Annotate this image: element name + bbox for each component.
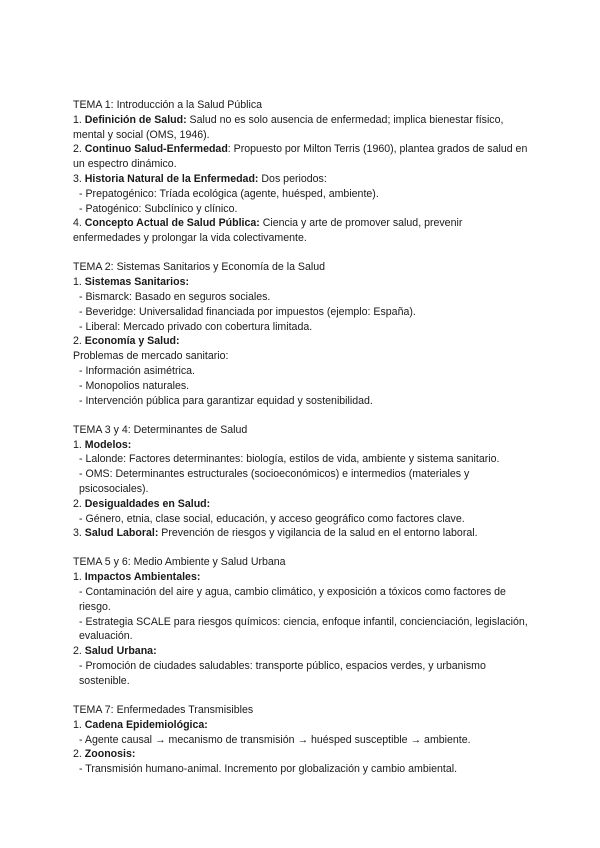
- section-title: TEMA 2: Sistemas Sanitarios y Economía de la Salud: [73, 261, 326, 274]
- section-title: TEMA 5 y 6: Medio Ambiente y Salud Urbana: [73, 556, 286, 569]
- sub-item: - Estrategia SCALE para riesgos químicos: ciencia, enfoque infantil, concienciación, legislación, evaluación.: [79, 615, 528, 643]
- list-item: 2. Desigualdades en Salud:: [73, 497, 211, 510]
- sub-item: - Lalonde: Factores determinantes: biología, estilos de vida, ambiente y sistema sanitario.: [79, 453, 500, 466]
- list-item: 1. Sistemas Sanitarios:: [73, 276, 189, 289]
- sub-item: - Información asimétrica.: [79, 364, 195, 377]
- list-item: 3. Historia Natural de la Enfermedad: Dos periodos:: [73, 172, 327, 185]
- sub-item: - Prepatogénico: Tríada ecológica (agente, huésped, ambiente).: [79, 187, 379, 200]
- sub-item: - Liberal: Mercado privado con cobertura limitada.: [79, 320, 313, 333]
- list-item: 2. Continuo Salud-Enfermedad: Propuesto por Milton Terris (1960), plantea grados de salud en un espectro dinámico.: [73, 143, 528, 171]
- sub-item: - Monopolios naturales.: [79, 379, 190, 392]
- section-title: TEMA 1: Introducción a la Salud Pública: [73, 99, 263, 111]
- section-tema-7: [73, 703, 533, 777]
- sub-item: - Patogénico: Subclínico y clínico.: [79, 202, 238, 215]
- list-item: 1. Impactos Ambientales:: [73, 571, 201, 584]
- list-item: 4. Concepto Actual de Salud Pública: Ciencia y arte de promover salud, prevenir enfermedades y prolongar la vida colectivamente.: [73, 217, 463, 245]
- sub-item: - Transmisión humano-animal. Incremento por globalización y cambio ambiental.: [79, 763, 458, 776]
- section-title: TEMA 7: Enfermedades Transmisibles: [73, 704, 254, 717]
- list-item: 1. Cadena Epidemiológica:: [73, 718, 208, 731]
- list-item: 1. Definición de Salud: Salud no es solo ausencia de enfermedad; implica bienestar físico, mental y social (OMS, 1946).: [73, 113, 504, 141]
- list-item: 2. Zoonosis:: [73, 748, 136, 761]
- sub-item: - Promoción de ciudades saludables: transporte público, espacios verdes, y urbanismo sostenible.: [79, 660, 486, 687]
- sub-item: - Agente causal → mecanismo de transmisión → huésped susceptible → ambiente.: [79, 733, 471, 746]
- plain-line: Problemas de mercado sanitario:: [73, 350, 229, 363]
- sub-item: - OMS: Determinantes estructurales (socioeconómicos) e intermedios (materiales y psicosociales).: [79, 468, 470, 495]
- section-tema-5-6: [73, 555, 533, 688]
- list-item: 2. Salud Urbana:: [73, 645, 157, 658]
- section-title: TEMA 3 y 4: Determinantes de Salud: [73, 423, 248, 436]
- sub-item: - Intervención pública para garantizar equidad y sostenibilidad.: [79, 394, 373, 407]
- list-item: 2. Economía y Salud:: [73, 335, 180, 348]
- sub-item: - Género, etnia, clase social, educación, y acceso geográfico como factores clave.: [79, 512, 465, 525]
- section-tema-3-4: [73, 423, 533, 541]
- section-tema-1: [73, 98, 533, 246]
- sub-item: - Bismarck: Basado en seguros sociales.: [79, 290, 271, 303]
- section-tema-2: [73, 260, 533, 408]
- sub-item: - Contaminación del aire y agua, cambio climático, y exposición a tóxicos como factores de riesgo.: [79, 586, 506, 613]
- sub-item: - Beveridge: Universalidad financiada por impuestos (ejemplo: España).: [79, 305, 416, 318]
- document-page: [73, 98, 533, 777]
- list-item: 1. Modelos:: [73, 438, 132, 451]
- list-item: 3. Salud Laboral: Prevención de riesgos y vigilancia de la salud en el entorno laboral.: [73, 527, 478, 540]
